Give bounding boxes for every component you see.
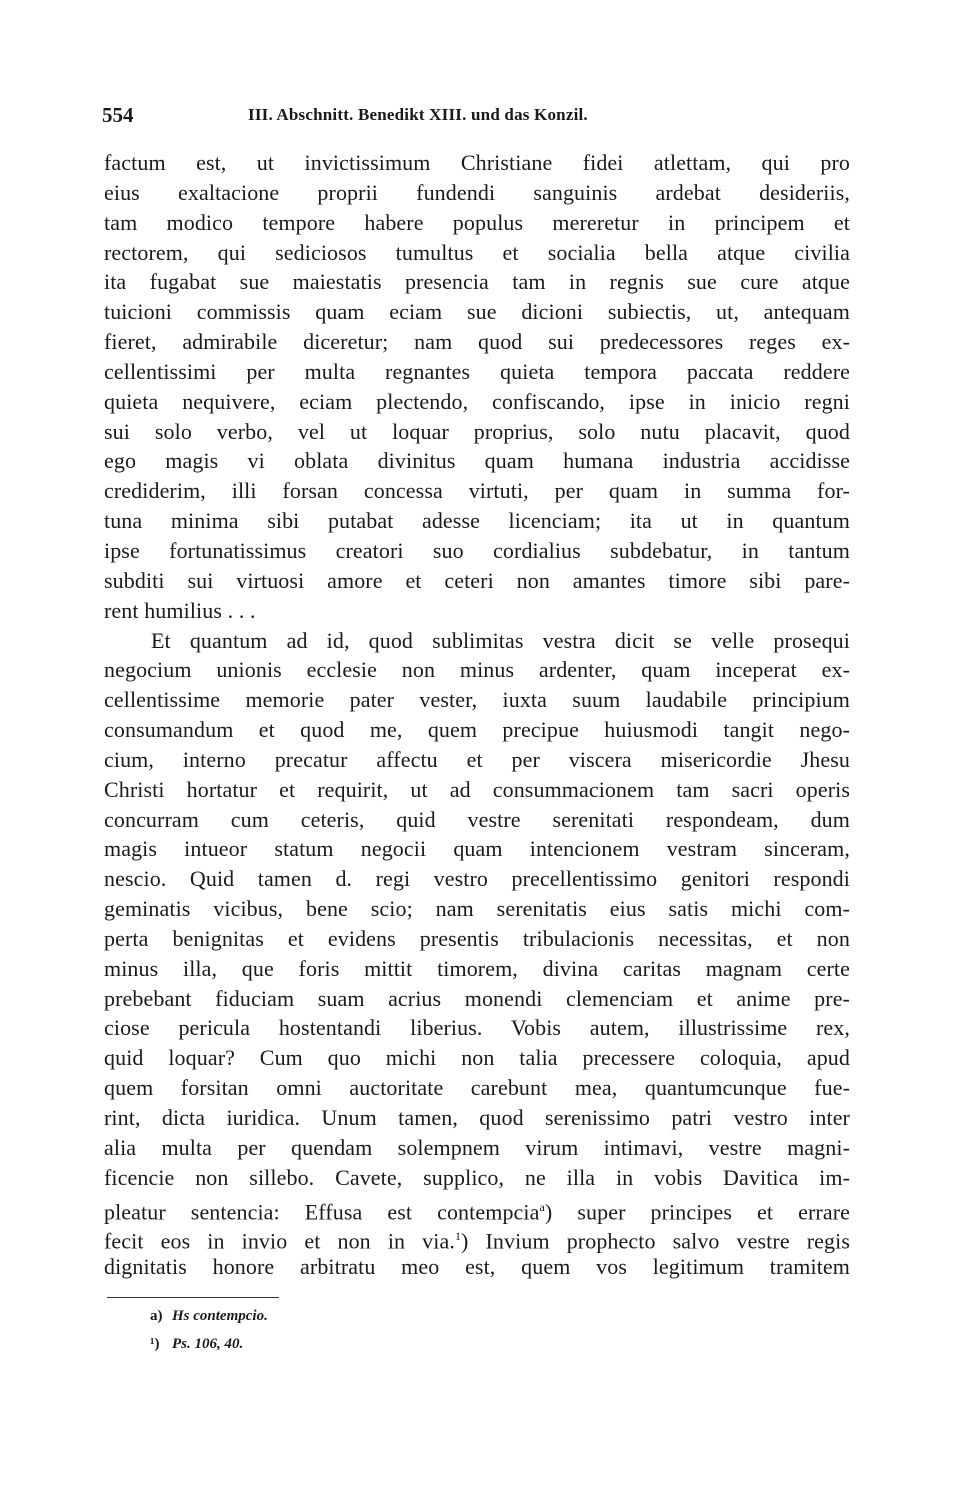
text-line: rectorem, qui sediciosos tumultus et socialia bella atque civilia	[104, 239, 850, 265]
footnote-mark: a)	[150, 1308, 163, 1324]
text-line: sui solo verbo, vel ut loquar proprius, solo nutu placavit, quod	[104, 418, 850, 444]
text-line: quieta nequivere, eciam plectendo, confiscando, ipse in inicio regni	[104, 388, 850, 414]
text-line: cellentissime memorie pater vester, iuxta suum laudabile principium	[104, 687, 850, 713]
text-line-with-note-1	[104, 1222, 850, 1252]
text-line: ficencie non sillebo. Cavete, supplico, ne illa in vobis Davitica im-	[104, 1164, 850, 1190]
running-head-title: III. Abschnitt. Benedikt XIII. und das Konzil.	[248, 105, 588, 124]
page-number: 554	[102, 103, 134, 127]
text-line: tam modico tempore habere populus mereretur in principem et	[104, 209, 850, 235]
text-line-start: fecit eos in invio et non in via.	[104, 1228, 455, 1254]
text-line: fieret, admirabile diceretur; nam quod sui predecessores reges ex-	[104, 329, 850, 355]
footnote-text: Ps. 106, 40.	[172, 1336, 244, 1352]
footnote-ref-1: 1	[454, 1229, 462, 1244]
text-line-with-note-a	[104, 1193, 850, 1223]
text-line: rint, dicta iuridica. Unum tamen, quod serenissimo patri vestro inter	[104, 1105, 850, 1130]
footnotes	[150, 1302, 550, 1358]
text-line: quem forsitan omni auctoritate carebunt mea, quantumcunque fue-	[104, 1075, 850, 1101]
text-line: minus illa, que foris mittit timorem, divina caritas magnam certe	[104, 955, 850, 981]
text-line: crediderim, illi forsan concessa virtuti, per quam in summa for-	[104, 478, 850, 504]
text-line: nescio. Quid tamen d. regi vestro precellentissimo genitori respondi	[104, 866, 850, 892]
text-line: perta benignitas et evidens presentis tribulacionis necessitas, et non	[104, 925, 850, 951]
footnote-a	[150, 1302, 550, 1330]
text-line: rent humilius . . .	[104, 597, 256, 623]
text-line-end: ) super principes et errare	[544, 1198, 850, 1224]
text-line: Et quantum ad id, quod sublimitas vestra dicit se velle prosequi	[151, 627, 850, 653]
text-line: quid loquar? Cum quo michi non talia precessere coloquia, apud	[104, 1045, 850, 1071]
text-line: geminatis vicibus, bene scio; nam serenitatis eius satis michi com-	[104, 896, 850, 922]
running-head	[102, 103, 850, 129]
footnote-ref-a: a	[539, 1199, 545, 1214]
footnote-1	[150, 1330, 550, 1358]
text-line: eius exaltacione proprii fundendi sanguinis ardebat desideriis,	[104, 179, 850, 205]
text-line: ciose pericula hostentandi liberius. Vobis autem, illustrissime rex,	[104, 1015, 850, 1041]
text-line: ipse fortunatissimus creatori suo cordialius subdebatur, in tantum	[104, 537, 850, 563]
text-line: tuna minima sibi putabat adesse licenciam; ita ut in quantum	[104, 508, 850, 534]
text-line: cium, interno precatur affectu et per viscera misericordie Jhesu	[104, 746, 850, 772]
text-line-start: pleatur sentencia: Effusa est contempcia	[104, 1198, 540, 1224]
text-line: alia multa per quendam solempnem virum intimavi, vestre magni-	[104, 1134, 850, 1160]
text-line: negocium unionis ecclesie non minus ardenter, quam inceperat ex-	[104, 657, 850, 683]
text-line: prebebant fiduciam suam acrius monendi clemenciam et anime pre-	[104, 985, 850, 1011]
body-text	[104, 148, 850, 1282]
footnote-text: Hs contempcio.	[172, 1308, 268, 1324]
footnote-mark: ¹)	[150, 1336, 160, 1352]
footnote-divider	[107, 1297, 279, 1298]
text-line: ita fugabat sue maiestatis presencia tam in regnis sue cure atque	[104, 269, 850, 295]
text-line: concurram cum ceteris, quid vestre serenitati respondeam, dum	[104, 806, 850, 832]
text-line: ego magis vi oblata divinitus quam humana industria accidisse	[104, 448, 850, 474]
text-line: dignitatis honore arbitratu meo est, quem vos legitimum tramitem	[104, 1254, 850, 1280]
text-line: consumandum et quod me, quem precipue huiusmodi tangit nego-	[104, 717, 850, 743]
text-line: magis intueor statum negocii quam intencionem vestram sinceram,	[104, 836, 850, 862]
text-line: Christi hortatur et requirit, ut ad consummacionem tam sacri operis	[104, 776, 850, 802]
text-line: tuicioni commissis quam eciam sue dicioni subiectis, ut, antequam	[104, 299, 850, 325]
text-line: factum est, ut invictissimum Christiane fidei atlettam, qui pro	[104, 150, 850, 175]
text-line-end: ) Invium prophecto salvo vestre regis	[461, 1228, 850, 1254]
text-line: cellentissimi per multa regnantes quieta tempora paccata reddere	[104, 358, 850, 384]
text-line: subditi sui virtuosi amore et ceteri non amantes timore sibi pare-	[104, 567, 850, 593]
